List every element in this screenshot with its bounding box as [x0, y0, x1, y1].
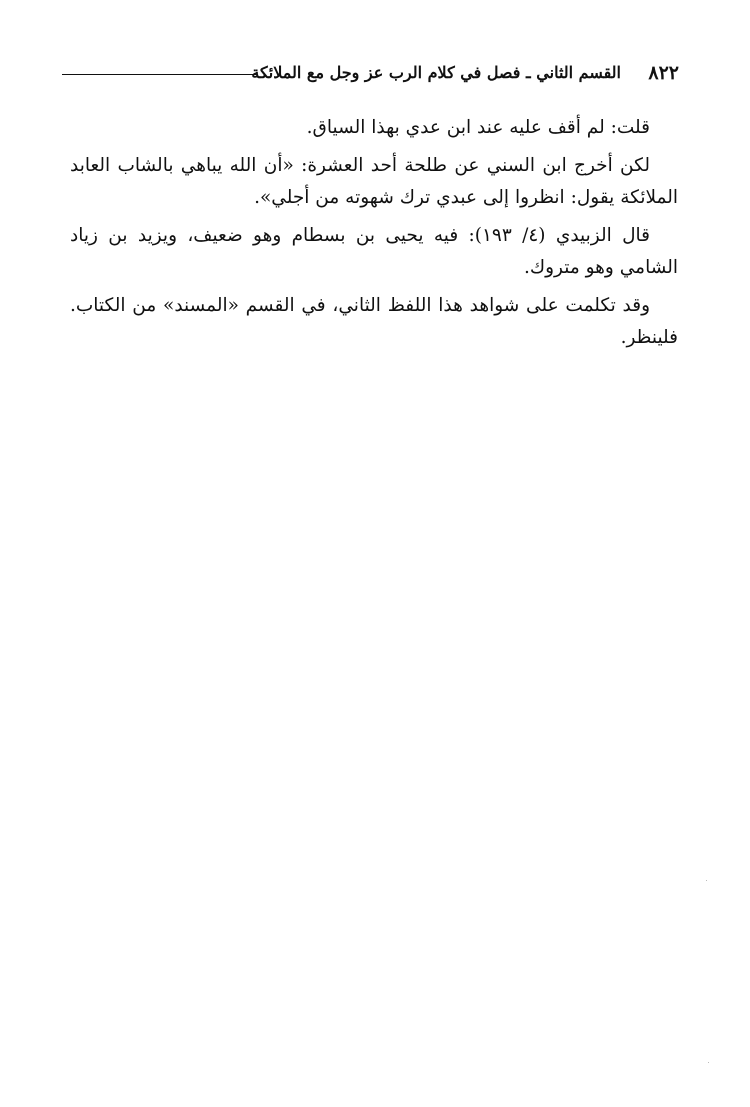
- scan-speck: [706, 880, 707, 881]
- paragraph-3: قال الزبيدي (٤/ ١٩٣): فيه يحيى بن بسطام وهو ضعيف، ويزيد بن زياد الشامي وهو متروك.: [70, 225, 678, 278]
- header-rule: [62, 74, 258, 75]
- paragraph-4: وقد تكلمت على شواهد هذا اللفظ الثاني، في القسم «المسند» من الكتاب. فلينظر.: [70, 295, 678, 348]
- page-header: [62, 58, 679, 88]
- paragraph-1: قلت: لم أقف عليه عند ابن عدي بهذا السياق.: [306, 117, 650, 138]
- scan-speck: [708, 1062, 709, 1063]
- paragraph-2: لكن أخرج ابن السني عن طلحة أحد العشرة: «أن الله يباهي بالشاب العابد الملائكة يقول: انظروا إلى عبدي ترك شهوته من أجلي».: [70, 155, 678, 208]
- running-title: القسم الثاني ـ فصل في كلام الرب عز وجل مع الملائكة: [251, 63, 621, 82]
- body-text: [70, 112, 678, 360]
- page-number: ٨٢٢: [648, 62, 679, 84]
